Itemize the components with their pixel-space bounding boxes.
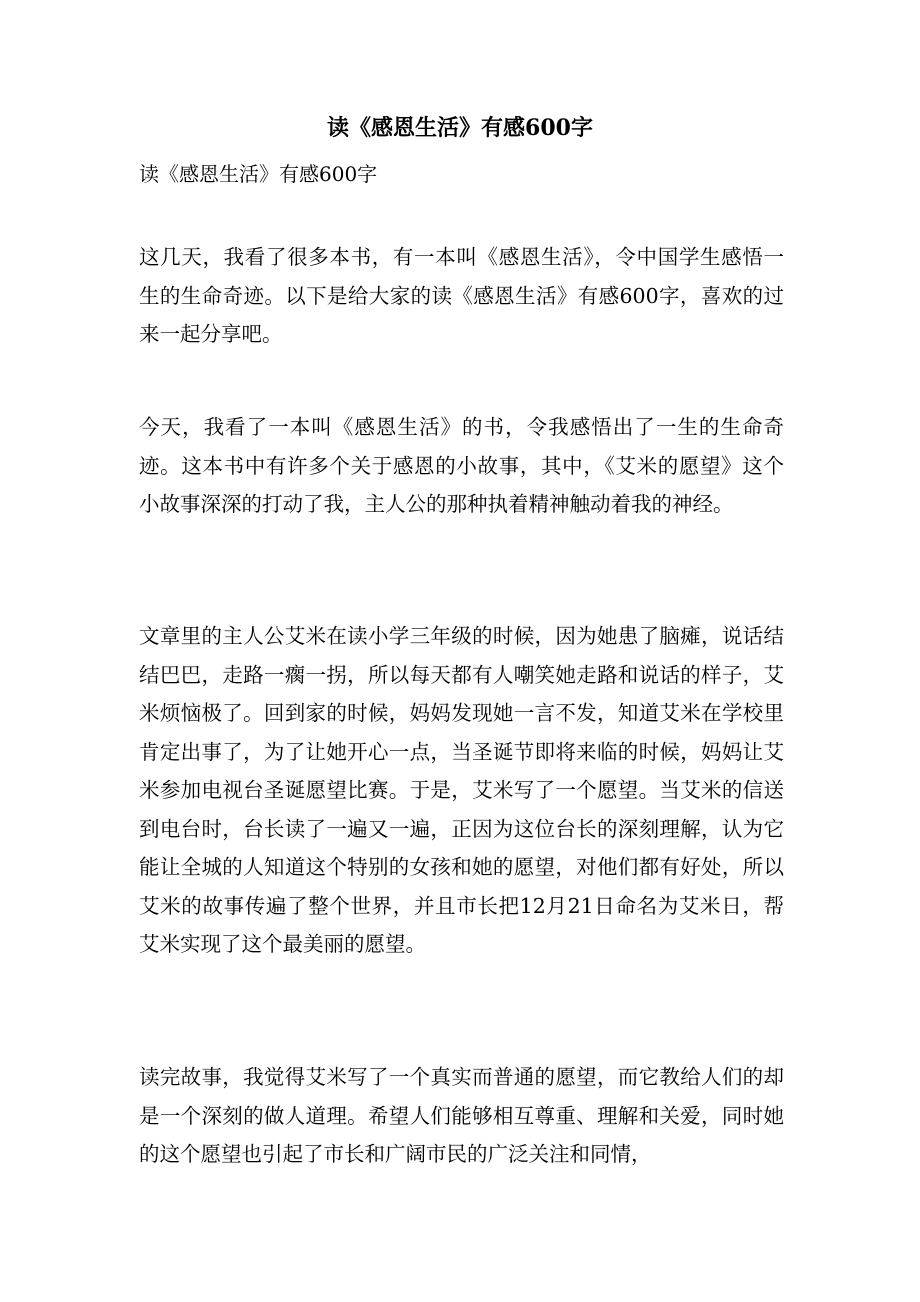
paragraph-intro: 这几天，我看了很多本书，有一本叫《感恩生活》，令中国学生感悟一生的生命奇迹。以下是给大家的读《感恩生活》有感600字，喜欢的过来一起分享吧。 xyxy=(139,245,784,346)
document-subtitle: 读《感恩生活》有感600字 xyxy=(139,162,378,186)
document-title: 读《感恩生活》有感600字 xyxy=(327,115,593,141)
paragraph-reflection: 读完故事，我觉得艾米写了一个真实而普通的愿望，而它教给人们的却是一个深刻的做人道理。希望人们能够相互尊重、理解和关爱，同时她的这个愿望也引起了市长和广阔市民的广泛关注和同情， xyxy=(139,1065,784,1166)
paragraph-story: 文章里的主人公艾米在读小学三年级的时候，因为她患了脑瘫，说话结结巴巴，走路一瘸一拐，所以每天都有人嘲笑她走路和说话的样子，艾米烦恼极了。回到家的时候，妈妈发现她一言不发，知道艾米在学校里肯定出事了，为了让她开心一点，当圣诞节即将来临的时候，妈妈让艾米参加电视台圣诞愿望比赛。于是，艾米写了一个愿望。当艾米的信送到电台时，台长读了一遍又一遍，正因为这位台长的深刻理解，认为它能让全城的人知道这个特别的女孩和她的愿望，对他们都有好处，所以艾米的故事传遍了整个世界，并且市长把12月21日命名为艾米日，帮艾米实现了这个最美丽的愿望。 xyxy=(139,624,784,956)
paragraph-book: 今天，我看了一本叫《感恩生活》的书，令我感悟出了一生的生命奇迹。这本书中有许多个关于感恩的小故事，其中，《艾米的愿望》这个小故事深深的打动了我，主人公的那种执着精神触动着我的神经。 xyxy=(139,415,784,516)
